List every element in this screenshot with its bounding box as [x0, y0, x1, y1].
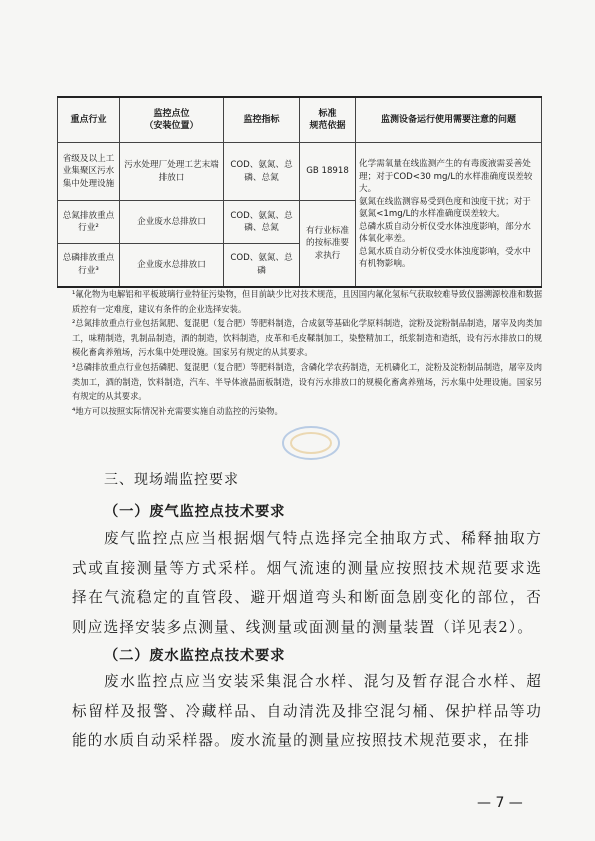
cell-indicator: COD、氨氮、总磷	[224, 244, 300, 287]
watermark-stamp-icon	[279, 423, 343, 463]
table-row	[58, 143, 542, 201]
paragraph-text: 废气监控点应当根据烟气特点选择完全抽取方式、稀释抽取方式或直接测量等方式采样。烟气流速的测量应按照技术规范要求选择在气流稳定的直管段、避开烟道弯头和断面急剧变化的部位，否则应选择安装多点测量、线测量或面测量的测量装置（详见表2）。	[72, 530, 542, 636]
cell-location: 企业废水总排放口	[120, 201, 224, 244]
cell-industry: 省级及以上工业集聚区污水集中处理设施	[58, 143, 120, 201]
cell-industry: 总磷排放重点行业³	[58, 244, 120, 287]
cell-location: 污水处理厂处理工艺末端排放口	[120, 143, 224, 201]
page-number: — 7 —	[477, 795, 523, 811]
header-indicator: 监控指标	[224, 97, 300, 143]
subsection-heading-gas: （一）废气监控点技术要求	[104, 504, 286, 520]
paragraph-gas	[72, 524, 542, 642]
table-footnotes	[72, 287, 542, 418]
header-industry: 重点行业	[58, 97, 120, 143]
cell-indicator: COD、氨氮、总磷、总氮	[224, 143, 300, 201]
monitoring-requirements-table	[57, 96, 542, 288]
paragraph-water	[72, 667, 542, 756]
header-issues: 监测设备运行使用需要注意的问题	[356, 97, 542, 143]
footnote: ³总磷排放重点行业包括磷肥、复混肥（复合肥）等肥料制造，含磷化学农药制造，无机磷化工，淀粉及淀粉制品制造，屠宰及肉类加工，酒的制造，饮料制造，汽车、半导体液晶面板制造，设有污水排放口的规模化畜禽养殖场，污水集中处理设施。国家另有规定的从其要求。	[72, 361, 542, 402]
cell-industry: 总氮排放重点行业²	[58, 201, 120, 244]
header-location: 监控点位 （安装位置）	[120, 97, 224, 143]
section-heading: 三、现场端监控要求	[104, 472, 239, 488]
cell-location: 企业废水总排放口	[120, 244, 224, 287]
subsection-heading-water: （二）废水监控点技术要求	[104, 648, 286, 664]
header-standard: 标准 规范依据	[300, 97, 356, 143]
footnote: ¹氟化物为电解铝和平板玻璃行业特征污染物，但目前缺少比对技术规范，且因国内氟化氢标气获取较难导致仪器溯源校准和数据质控有一定难度，建议有条件的企业选择安装。	[72, 289, 542, 314]
paragraph-text: 废水监控点应当安装采集混合水样、混匀及暂存混合水样、超标留样及报警、冷藏样品、自动清洗及排空混匀桶、保护样品等功能的水质自动采样器。废水流量的测量应按照技术规范要求，在排	[72, 673, 542, 749]
cell-standard: GB 18918	[300, 143, 356, 201]
table-header-row	[58, 97, 542, 143]
cell-standard: 有行业标准的按标准要求执行	[300, 201, 356, 287]
cell-indicator: COD、氨氮、总磷、总氮	[224, 201, 300, 244]
cell-issues: 化学需氧量在线监测产生的有毒废液需妥善处理；对于COD<30 mg/L的水样准确度误差较大。 氨氮在线监测容易受到色度和浊度干扰；对于氨氮<1mg/L的水样准确度误差较大。 总磷水质自动分析仪受水体浊度影响，部分水体氧化率差。 总氮水质自动分析仪受水体浊度影响，受水中有机物影响。	[356, 143, 542, 287]
footnote: ⁴地方可以按照实际情况补充需要实施自动监控的污染物。	[72, 405, 283, 416]
footnote: ²总氮排放重点行业包括氮肥、复混肥（复合肥）等肥料制造，合成氨等基础化学原料制造，淀粉及淀粉制品制造，屠宰及肉类加工，味精制造，乳制品制造，酒的制造，饮料制造，皮革和毛皮鞣制加工，染整精加工，纸浆制造和造纸，设有污水排放口的规模化畜禽养殖场，污水集中处理设施。国家另有规定的从其要求。	[72, 318, 542, 358]
